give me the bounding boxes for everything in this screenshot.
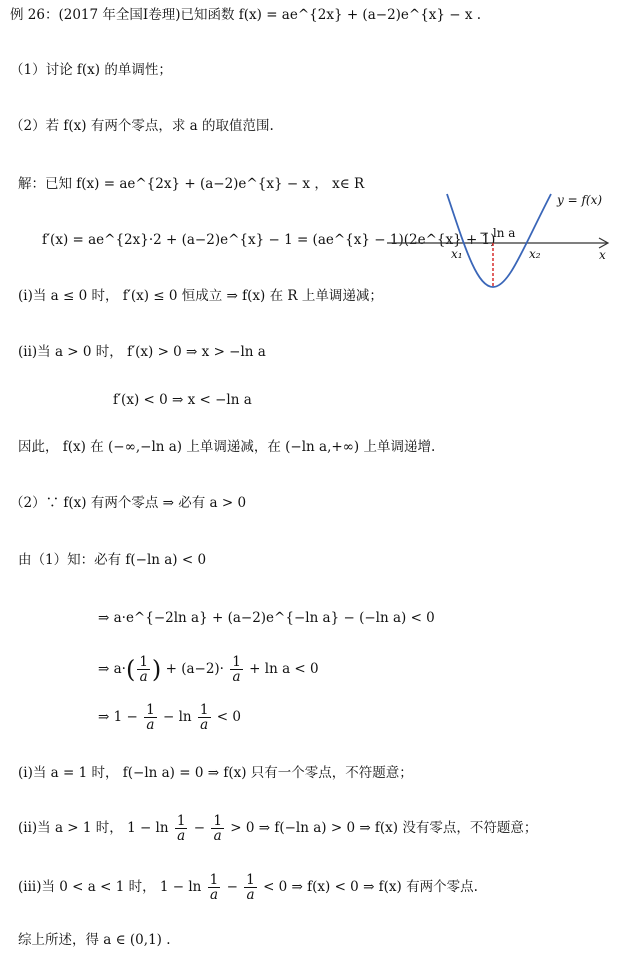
axis-label-x: x <box>599 248 606 262</box>
solution-intro: 解：已知 f(x) = ae^{2x} + (a−2)e^{x} − x ， x∈ R <box>18 176 365 192</box>
final-answer: 综上所述，得 a ∈ (0,1) . <box>18 932 171 948</box>
fraction-numerator: 1 <box>176 813 186 829</box>
fraction-numerator: 1 <box>232 654 241 670</box>
step-3-mid: − ln <box>162 709 192 726</box>
derivative: f′(x) = ae^{2x}·2 + (a−2)e^{x} − 1 = (ae^{x} − 1)(2e^{x} + 1) <box>42 232 496 248</box>
x2-label: x₂ <box>529 247 541 261</box>
sub-case-i: (i)当 a = 1 时， f(−ln a) = 0 ⇒ f(x) 只有一个零点，不符题意； <box>18 765 413 781</box>
sub-ii-prefix: (ii)当 a > 1 时， 1 − ln <box>18 820 169 837</box>
fraction-denominator: a <box>246 887 255 904</box>
sub-iii-prefix: (iii)当 0 < a < 1 时， 1 − ln <box>18 879 202 896</box>
sub-case-iii <box>18 873 478 902</box>
sub-case-ii <box>18 814 537 843</box>
fraction-numerator: 1 <box>213 813 222 829</box>
sub-ii-mid: − <box>193 820 206 837</box>
step-2-prefix: ⇒ a· <box>98 661 126 678</box>
curve-label: y = f(x) <box>557 193 603 207</box>
step-1: ⇒ a·e^{−2ln a} + (a−2)e^{−ln a} − (−ln a) < 0 <box>98 610 435 626</box>
case-i: (i)当 a ≤ 0 时， f′(x) ≤ 0 恒成立 ⇒ f(x) 在 R 上单调递减； <box>18 288 383 304</box>
fraction-numerator: 1 <box>209 872 219 888</box>
fraction-denominator: a <box>177 828 186 845</box>
step-3-fraction-2 <box>198 703 211 732</box>
conclusion-part1: 因此， f(x) 在 (−∞,−ln a) 上单调递减，在 (−ln a,+∞) 上单调递增. <box>18 439 436 455</box>
step-3 <box>98 703 241 732</box>
step-3-suffix: < 0 <box>216 709 241 726</box>
fraction-denominator: a <box>146 717 155 734</box>
fraction-numerator: 1 <box>246 872 255 888</box>
step-2-suffix: + ln a < 0 <box>249 661 319 678</box>
from-part1: 由（1）知：必有 f(−ln a) < 0 <box>18 552 207 568</box>
sub-ii-fraction-2 <box>211 814 224 843</box>
sub-iii-fraction-1 <box>208 873 221 902</box>
fraction-numerator: 1 <box>199 702 209 718</box>
sub-ii-fraction-1 <box>175 814 188 843</box>
step-3-prefix: ⇒ 1 − <box>98 709 138 726</box>
step-3-fraction-1 <box>144 703 157 732</box>
step-2-fraction-2 <box>230 655 243 684</box>
part2-start: （2）∵ f(x) 有两个零点 ⇒ 必有 a > 0 <box>10 495 247 511</box>
sub-iii-suffix: < 0 ⇒ f(x) < 0 ⇒ f(x) 有两个零点. <box>263 879 478 896</box>
question-2: （2）若 f(x) 有两个零点，求 a 的取值范围. <box>10 118 274 134</box>
case-ii-line2: f′(x) < 0 ⇒ x < −ln a <box>113 392 252 408</box>
fraction-denominator: a <box>200 717 209 734</box>
problem-title: 例 26：(2017 年全国Ⅰ卷理)已知函数 f(x) = ae^{2x} + (a−2)e^{x} − x . <box>10 7 482 23</box>
step-2-mid: + (a−2)· <box>165 661 224 678</box>
function-curve <box>447 194 551 287</box>
fraction-numerator: 1 <box>139 654 148 670</box>
fraction-numerator: 1 <box>146 702 155 718</box>
sub-ii-suffix: > 0 ⇒ f(−ln a) > 0 ⇒ f(x) 没有零点，不符题意； <box>230 820 538 837</box>
min-label: − ln a <box>479 226 516 240</box>
sub-iii-mid: − <box>226 879 238 896</box>
step-2: ⇒ a·( $\frac{1}{a}$ ) + (a−2)· $\frac{1}{a}$ + ln a < 0 <box>98 654 319 686</box>
fraction-denominator: a <box>213 828 222 845</box>
fraction-denominator: a <box>232 669 241 686</box>
function-graph <box>385 188 615 298</box>
step-2-fraction-1 <box>137 655 150 684</box>
fraction-denominator: a <box>139 669 148 686</box>
x1-label: x₁ <box>451 247 463 261</box>
case-ii-line1: (ii)当 a > 0 时， f′(x) > 0 ⇒ x > −ln a <box>18 344 266 360</box>
question-1: （1）讨论 f(x) 的单调性； <box>10 62 172 78</box>
fraction-denominator: a <box>209 887 218 904</box>
sub-iii-fraction-2 <box>244 873 257 902</box>
